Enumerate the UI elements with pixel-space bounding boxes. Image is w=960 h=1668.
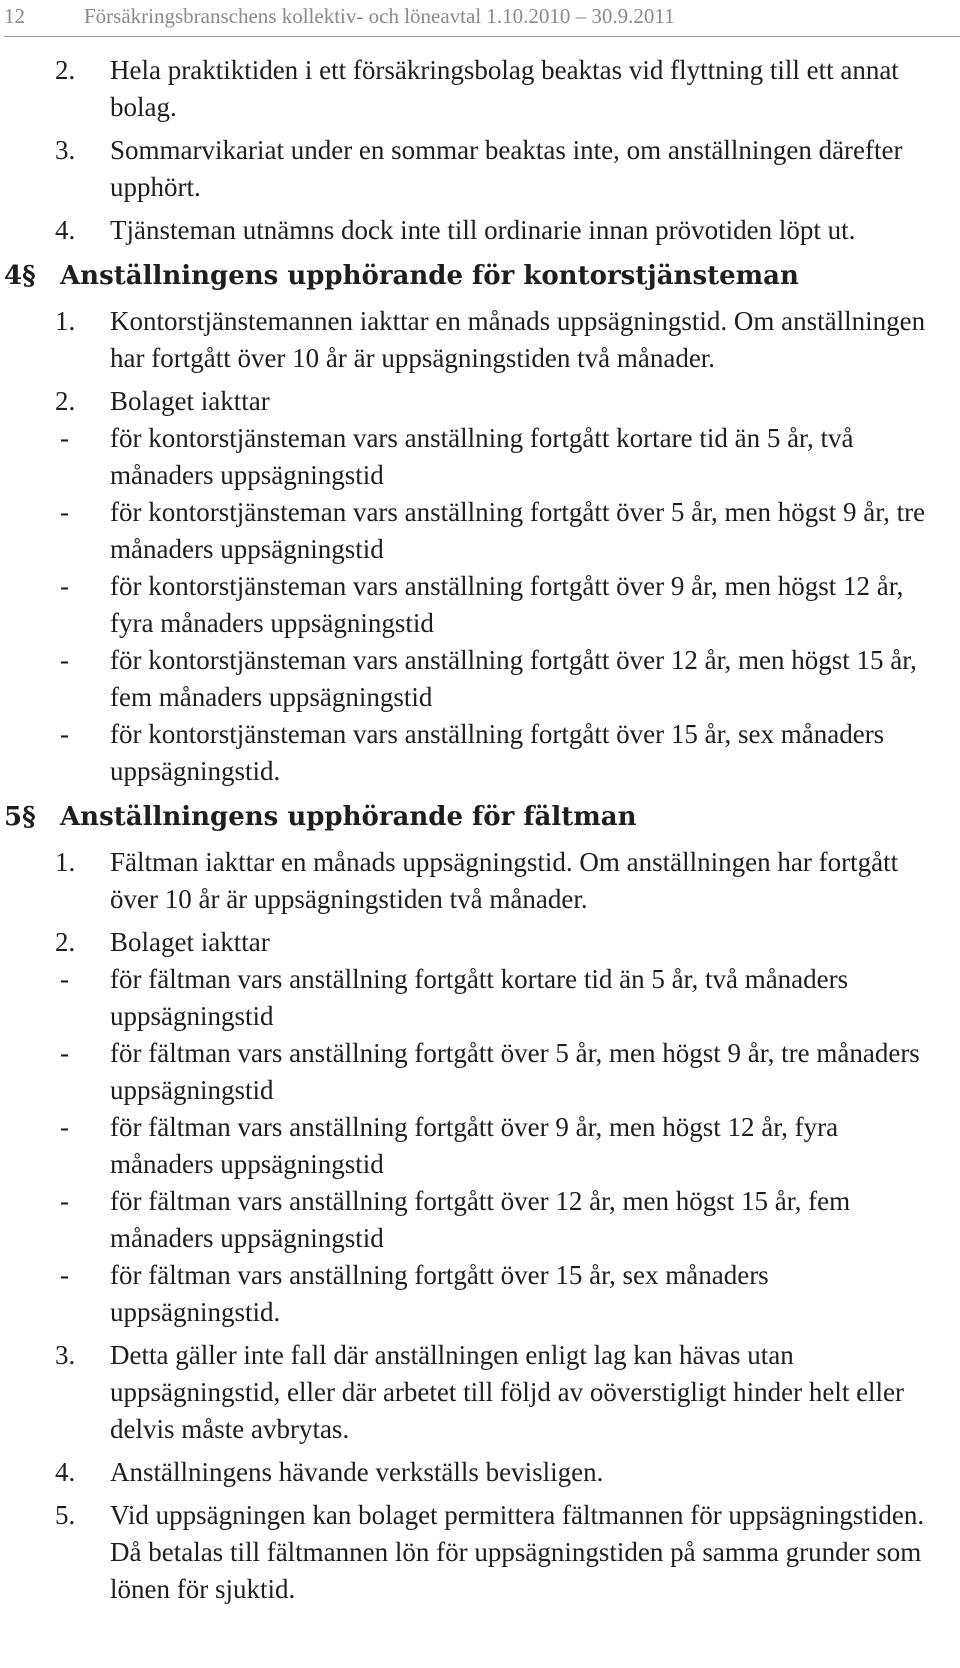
dash-item <box>0 568 960 642</box>
item-number: 4. <box>55 1457 76 1487</box>
dash-item <box>0 1183 960 1257</box>
item-text: för kontorstjänsteman vars anställning fortgått över 12 år, men högst 15 år, fem månaders uppsägningstid <box>110 645 917 712</box>
item-text: för fältman vars anställning fortgått kortare tid än 5 år, två månaders uppsägningstid <box>110 964 849 1031</box>
item-number: 3. <box>55 135 76 165</box>
dash-mark: - <box>60 645 69 675</box>
item-text: för kontorstjänsteman vars anställning fortgått över 15 år, sex månaders uppsägningstid. <box>110 719 885 786</box>
item-text: Vid uppsägningen kan bolaget permittera fältmannen för uppsägningstiden. Då betalas till fältmannen lön för uppsägningstiden på samma grunder som lönen för sjuktid. <box>110 1500 925 1604</box>
item-text: för kontorstjänsteman vars anställning fortgått kortare tid än 5 år, två månaders uppsägningstid <box>110 423 854 490</box>
dash-item <box>0 420 960 494</box>
item-number: 2. <box>55 927 76 957</box>
item-text: Bolaget iakttar <box>110 386 270 416</box>
list-item <box>0 303 960 377</box>
dash-mark: - <box>60 571 69 601</box>
item-number: 2. <box>55 55 76 85</box>
dash-item <box>0 961 960 1035</box>
section-number: 4§ <box>4 261 36 291</box>
item-text: för kontorstjänsteman vars anställning fortgått över 9 år, men högst 12 år, fyra månaders uppsägningstid <box>110 571 904 638</box>
item-number: 4. <box>55 215 76 245</box>
dash-mark: - <box>60 497 69 527</box>
section-heading-5 <box>0 800 960 834</box>
list-item <box>0 924 960 961</box>
item-text: Tjänsteman utnämns dock inte till ordinarie innan prövotiden löpt ut. <box>110 215 856 245</box>
item-text: för fältman vars anställning fortgått över 15 år, sex månaders uppsägningstid. <box>110 1260 769 1327</box>
document-body <box>0 52 960 1608</box>
list-item <box>0 1454 960 1491</box>
dash-mark: - <box>60 1112 69 1142</box>
page-number: 12 <box>4 4 25 28</box>
dash-mark: - <box>60 1186 69 1216</box>
section-title: Anställningens upphörande för fältman <box>60 802 637 832</box>
list-item <box>0 52 960 126</box>
item-text: Fältman iakttar en månads uppsägningstid. Om anställningen har fortgått över 10 år är uppsägningstiden två månader. <box>110 847 899 914</box>
list-item <box>0 212 960 249</box>
dash-mark: - <box>60 1038 69 1068</box>
section-symbol: § <box>22 802 36 832</box>
item-text: Kontorstjänstemannen iakttar en månads uppsägningstid. Om anställningen har fortgått över 10 år är uppsägningstiden två månader. <box>110 306 926 373</box>
list-item <box>0 1337 960 1448</box>
dash-item <box>0 494 960 568</box>
list-item <box>0 844 960 918</box>
item-text: för fältman vars anställning fortgått över 9 år, men högst 12 år, fyra månaders uppsägningstid <box>110 1112 839 1179</box>
dash-item <box>0 1035 960 1109</box>
item-text: Hela praktiktiden i ett försäkringsbolag beaktas vid flyttning till ett annat bolag. <box>110 55 899 122</box>
item-number: 3. <box>55 1340 76 1370</box>
dash-mark: - <box>60 719 69 749</box>
item-text: Detta gäller inte fall där anställningen enligt lag kan hävas utan uppsägningstid, eller där arbetet till följd av oöverstigligt hinder helt eller delvis måste avbrytas. <box>110 1340 905 1444</box>
item-text: Bolaget iakttar <box>110 927 270 957</box>
dash-item <box>0 642 960 716</box>
item-text: för fältman vars anställning fortgått över 5 år, men högst 9 år, tre månaders uppsägningstid <box>110 1038 920 1105</box>
list-item <box>0 132 960 206</box>
item-number: 5. <box>55 1500 76 1530</box>
section-symbol: § <box>22 261 36 291</box>
dash-mark: - <box>60 423 69 453</box>
dash-item <box>0 1109 960 1183</box>
section-title: Anställningens upphörande för kontorstjänsteman <box>60 261 799 291</box>
running-header-title: Försäkringsbranschens kollektiv- och löneavtal 1.10.2010 – 30.9.2011 <box>84 4 675 28</box>
list-item <box>0 1497 960 1608</box>
section-number: 5§ <box>4 802 36 832</box>
item-number: 1. <box>55 306 76 336</box>
item-text: Sommarvikariat under en sommar beaktas inte, om anställningen därefter upphört. <box>110 135 903 202</box>
dash-mark: - <box>60 1260 69 1290</box>
dash-mark: - <box>60 964 69 994</box>
section-heading-4 <box>0 259 960 293</box>
dash-item <box>0 1257 960 1331</box>
list-item <box>0 383 960 420</box>
item-text: Anställningens hävande verkställs bevisligen. <box>110 1457 604 1487</box>
item-text: för kontorstjänsteman vars anställning fortgått över 5 år, men högst 9 år, tre månaders uppsägningstid <box>110 497 926 564</box>
item-number: 1. <box>55 847 76 877</box>
item-number: 2. <box>55 386 76 416</box>
dash-item <box>0 716 960 790</box>
running-header <box>4 2 960 37</box>
item-text: för fältman vars anställning fortgått över 12 år, men högst 15 år, fem månaders uppsägningstid <box>110 1186 851 1253</box>
